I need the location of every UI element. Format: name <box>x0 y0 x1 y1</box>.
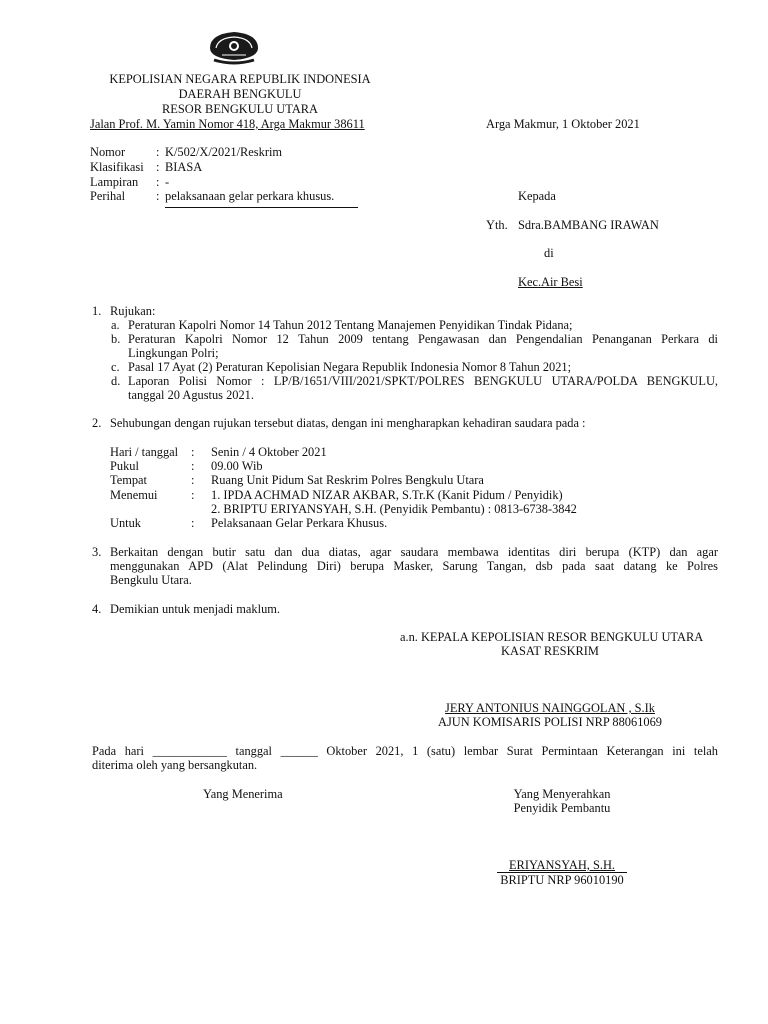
receipt-line1: Pada hari ____________ tanggal ______ Oktober 2021, 1 (satu) lembar Surat Permintaan Keterangan ini telah <box>92 744 718 758</box>
recipient-place: Kec.Air Besi <box>518 275 583 289</box>
menemui-value-2: 2. BRIPTU ERIYANSYAH, S.H. (Penyidik Pembantu) : 0813-6738-3842 <box>211 502 577 516</box>
untuk-value: Pelaksanaan Gelar Perkara Khusus. <box>211 516 388 530</box>
receiver-label: Yang Menerima <box>203 787 283 801</box>
handover-role: Penyidik Pembantu <box>513 801 611 815</box>
section3-line2: menggunakan APD (Alat Pelindung Diri) berupa Masker, Sarung Tangan, dsb pada saat datang ke Polres <box>110 559 718 573</box>
tempat-value: Ruang Unit Pidum Sat Reskrim Polres Bengkulu Utara <box>211 473 484 487</box>
receipt-line2: diterima oleh yang bersangkutan. <box>92 758 258 772</box>
ref-c-label: c. <box>111 360 120 374</box>
nomor-colon: : <box>156 145 160 159</box>
header-agency: KEPOLISIAN NEGARA REPUBLIK INDONESIA <box>109 72 371 86</box>
nomor-value: K/502/X/2021/Reskrim <box>165 145 283 159</box>
lampiran-colon: : <box>156 175 160 189</box>
tempat-label: Tempat <box>110 473 147 487</box>
signatory-rank: AJUN KOMISARIS POLISI NRP 88061069 <box>438 715 662 729</box>
kepada-label: Kepada <box>518 189 556 203</box>
police-emblem-icon <box>204 28 264 66</box>
menemui-label: Menemui <box>110 488 158 502</box>
nomor-label: Nomor <box>90 145 126 159</box>
menemui-value-1: 1. IPDA ACHMAD NIZAR AKBAR, S.Tr.K (Kanit Pidum / Penyidik) <box>211 488 563 502</box>
hari-value: Senin / 4 Oktober 2021 <box>211 445 327 459</box>
perihal-value: pelaksanaan gelar perkara khusus. <box>165 189 335 203</box>
signature-title: a.n. KEPALA KEPOLISIAN RESOR BENGKULU UTARA <box>400 630 704 644</box>
lampiran-label: Lampiran <box>90 175 139 189</box>
handover-label: Yang Menyerahkan <box>513 787 611 801</box>
ref-b-label: b. <box>111 332 121 346</box>
lampiran-value: - <box>165 175 170 189</box>
section4-number: 4. <box>92 602 102 616</box>
header-resort: RESOR BENGKULU UTARA <box>162 102 318 116</box>
signatory-name: JERY ANTONIUS NAINGGOLAN , S.Ik <box>445 701 655 715</box>
perihal-colon: : <box>156 189 160 203</box>
yth-label: Yth. <box>486 218 508 232</box>
pukul-label: Pukul <box>110 459 139 473</box>
signature-position: KASAT RESKRIM <box>501 644 599 658</box>
ref-a-label: a. <box>111 318 120 332</box>
ref-d-text-line2: tanggal 20 Agustus 2021. <box>128 388 254 402</box>
section3-number: 3. <box>92 545 102 559</box>
place-date: Arga Makmur, 1 Oktober 2021 <box>486 117 640 131</box>
ref-d-text-line1: Laporan Polisi Nomor : LP/B/1651/VIII/2021/SPKT/POLRES BENGKULU UTARA/POLDA BENGKULU, <box>128 374 718 388</box>
di-label: di <box>544 246 554 260</box>
ref-d-label: d. <box>111 374 121 388</box>
recipient-name: Sdra.BAMBANG IRAWAN <box>518 218 659 232</box>
menemui-colon: : <box>191 488 195 502</box>
section3-line1: Berkaitan dengan butir satu dan dua diatas, agar saudara membawa identitas diri berupa (KTP) dan agar <box>110 545 718 559</box>
officer-rank: BRIPTU NRP 96010190 <box>500 873 624 887</box>
section4-text: Demikian untuk menjadi maklum. <box>110 602 280 616</box>
pukul-colon: : <box>191 459 195 473</box>
klasifikasi-colon: : <box>156 160 160 174</box>
header-address: Jalan Prof. M. Yamin Nomor 418, Arga Makmur 38611 <box>90 117 365 131</box>
hari-label: Hari / tanggal <box>110 445 179 459</box>
ref-a-text: Peraturan Kapolri Nomor 14 Tahun 2012 Tentang Manajemen Penyidikan Tindak Pidana; <box>128 318 573 332</box>
perihal-underline <box>165 207 358 208</box>
section3-line3: Bengkulu Utara. <box>110 573 192 587</box>
header-region: DAERAH BENGKULU <box>178 87 302 101</box>
section2-number: 2. <box>92 416 102 430</box>
pukul-value: 09.00 Wib <box>211 459 263 473</box>
section2-text: Sehubungan dengan rujukan tersebut diatas, dengan ini mengharapkan kehadiran saudara pada : <box>110 416 586 430</box>
perihal-label: Perihal <box>90 189 126 203</box>
untuk-label: Untuk <box>110 516 141 530</box>
hari-colon: : <box>191 445 195 459</box>
ref-c-text: Pasal 17 Ayat (2) Peraturan Kepolisian Negara Republik Indonesia Nomor 8 Tahun 2021; <box>128 360 572 374</box>
ref-b-text-line1: Peraturan Kapolri Nomor 12 Tahun 2009 tentang Pengawasan dan Pengendalian Penanganan Perkara di <box>128 332 718 346</box>
klasifikasi-value: BIASA <box>165 160 203 174</box>
section1-title: Rujukan: <box>110 304 156 318</box>
section1-number: 1. <box>92 304 102 318</box>
ref-b-text-line2: Lingkungan Polri; <box>128 346 219 360</box>
tempat-colon: : <box>191 473 195 487</box>
klasifikasi-label: Klasifikasi <box>90 160 144 174</box>
officer-name: ERIYANSYAH, S.H. <box>508 858 616 872</box>
untuk-colon: : <box>191 516 195 530</box>
